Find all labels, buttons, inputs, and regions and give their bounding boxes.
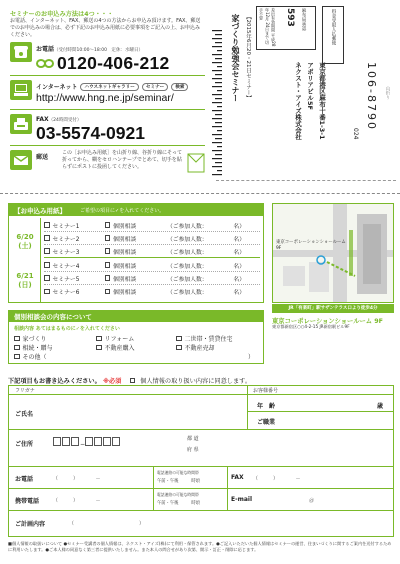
- contact-time-label-2: 電話連絡の可能な時間帯: [157, 492, 199, 497]
- privacy-footer: ■個人情報の取扱いについて ●セミナー受講者の個人情報は、ネクスト・アイズ(株)にて利用・保管されます。●ご記入いただいた個人情報はセミナーの運営、住まいづくりに関するご案内を送付するために利用いたします。●ご本人様の同意なく第三者に提供いたしません。また本人の問合せがあり次第、開示・訂正・削除に応じます。: [8, 541, 392, 552]
- consult4-label: 個別相談: [113, 263, 137, 270]
- phone-label-form: お電話: [15, 476, 34, 483]
- seminar-url[interactable]: http://www.hng.ne.jp/seminar/: [36, 92, 174, 104]
- participants2-unit: 名）: [233, 236, 245, 243]
- fax-label: FAX（24時間受付）: [36, 116, 82, 123]
- form-row-address[interactable]: [9, 429, 393, 467]
- topic-house[interactable]: 家づくり: [14, 334, 47, 343]
- mail-instructions: この［お申込み用紙］を山折り線、谷折り線にそって折ってから、糊をセロハンテープでとめて、切手を貼らずにポストに投函してください。: [62, 150, 183, 170]
- application-note: ご希望の項目に✓を入れてください。: [80, 208, 165, 214]
- consult3-label: 個別相談: [113, 249, 137, 256]
- session-row-6: [44, 285, 260, 298]
- seminar-name: 家づくり勉強会セミナー: [231, 14, 240, 102]
- participants4-unit: 名）: [233, 263, 245, 270]
- postal-suffix: 024: [352, 128, 359, 140]
- showroom-address: 東京都新宿区○○4-2-15 JR新宿駅ビル9F: [272, 324, 350, 329]
- fax-field[interactable]: （ ） －: [253, 476, 301, 482]
- seminar2-label: セミナー2: [52, 236, 80, 243]
- perforation-line: [0, 193, 400, 194]
- seminar1-checkbox[interactable]: [44, 222, 50, 228]
- consult1-label: 個別相談: [113, 223, 137, 230]
- seminar5-checkbox[interactable]: [44, 275, 50, 281]
- day1-date: 6/20: [16, 232, 34, 241]
- form-row-mobile[interactable]: [9, 489, 393, 511]
- consult5-checkbox[interactable]: [105, 275, 111, 281]
- furigana-label: フリガナ: [15, 388, 35, 394]
- email-at: ＠: [309, 498, 315, 504]
- seminar2-checkbox[interactable]: [44, 235, 50, 241]
- participants1-label[interactable]: （ご参加人数：: [167, 223, 208, 230]
- day1-weekday: (土): [18, 241, 32, 250]
- postal-code: 106-8790: [365, 62, 378, 131]
- topic-purchase[interactable]: 不動産購入: [96, 343, 135, 352]
- phone-number[interactable]: 0120-406-212: [57, 53, 170, 73]
- contact-time-label: 電話連絡の可能な時間帯: [157, 470, 199, 475]
- map-caption: JR「有楽町」駅サザンテラス口より徒歩4分: [272, 304, 394, 313]
- showroom-name: 東京コーポレーションショールーム 9F: [272, 318, 383, 325]
- topic-reform[interactable]: リフォーム: [96, 334, 134, 343]
- fax-number: 03-5574-0921: [36, 123, 145, 143]
- session-row-3: [44, 245, 260, 258]
- consult3-checkbox[interactable]: [105, 248, 111, 254]
- consultation-title: 個別相談会の内容について: [14, 313, 92, 321]
- privacy-checkbox[interactable]: [130, 378, 136, 384]
- participants3-label[interactable]: （ご参加人数：: [167, 249, 208, 256]
- day2-weekday: (日): [18, 280, 32, 289]
- name-label: ご氏名: [15, 411, 34, 418]
- contact-time-field-2[interactable]: 午前・午後 時頃: [157, 501, 200, 506]
- phone-icon: [10, 42, 32, 62]
- seminar-date: 【2015年6月20・21日セミナー】: [245, 14, 251, 101]
- plan-label: ご計画内容: [15, 521, 46, 528]
- form-heading: 下記項目もお書き込みください。 ※必須 個人情報の取り扱い内容に同意します。: [8, 378, 252, 385]
- participants5-label[interactable]: （ご参加人数：: [167, 276, 208, 283]
- customer-no-label: お客様番号: [253, 388, 279, 394]
- phone-field[interactable]: （ ） －: [53, 476, 101, 482]
- seminar4-checkbox[interactable]: [44, 262, 50, 268]
- session-row-4: [44, 259, 260, 272]
- age-unit: 歳: [377, 403, 384, 410]
- seminar5-label: セミナー5: [52, 276, 80, 283]
- validity-text: 差出有効期間 平成28年12月 24日まで 切手不要: [259, 8, 276, 47]
- pref-label-2: 府 県: [187, 447, 199, 453]
- consult1-checkbox[interactable]: [105, 222, 111, 228]
- session-row-2: [44, 232, 260, 245]
- day2-date: 6/21: [16, 271, 34, 280]
- contact-time-field[interactable]: 午前・午後 時頃: [157, 479, 200, 484]
- recipient-company: ネクスト・アイズ株式会社: [294, 62, 302, 140]
- stamp-label: 料金受取人払郵便: [331, 9, 336, 45]
- phone-label: お電話（受付時間10:00～18:00 定休：水曜日）: [36, 46, 143, 53]
- participants1-unit: 名）: [233, 223, 245, 230]
- pref-label-1: 都 道: [187, 436, 199, 442]
- barcode: [212, 30, 222, 180]
- consult6-checkbox[interactable]: [105, 289, 111, 295]
- fold-line: [216, 180, 396, 181]
- search-pill-gallery: ハウスネットギャラリー: [80, 83, 138, 91]
- plan-field[interactable]: （ ）: [69, 521, 145, 527]
- email-label: E-mail: [231, 496, 253, 503]
- consult4-checkbox[interactable]: [105, 262, 111, 268]
- job-label: ご職業: [257, 419, 276, 426]
- methods-intro: お電話、インターネット、FAX、郵送の4つの方法からお申込み頂けます。FAX、郵送でのお申込みの場合は、必ず下記のお申込み用紙に必要事項をご記入の上、お申込みください。: [10, 18, 201, 38]
- topic-other[interactable]: その他（ ）: [14, 352, 254, 361]
- search-pill-seminar: セミナー: [142, 83, 168, 91]
- privacy-label: 個人情報の取り扱い内容に同意します。: [140, 378, 252, 385]
- freedial-icon: [36, 58, 54, 69]
- consult2-label: 個別相談: [113, 236, 137, 243]
- participants6-unit: 名）: [233, 290, 245, 296]
- consultation-note: 相談内容 あてはまるものに✓を入れてください: [14, 326, 120, 332]
- consult2-checkbox[interactable]: [105, 235, 111, 241]
- seminar6-label: セミナー6: [52, 290, 80, 296]
- topic-sale[interactable]: 不動産売却: [176, 343, 215, 352]
- date-divider: [40, 218, 41, 302]
- session-row-5: [44, 272, 260, 285]
- participants3-unit: 名）: [233, 249, 245, 256]
- map-showroom-label: 東京コーポレーションショールーム 9F: [276, 240, 346, 251]
- mail-icon: [10, 150, 32, 170]
- fold-label: 山折り: [385, 86, 390, 100]
- participants5-unit: 名）: [233, 276, 245, 283]
- topic-inheritance[interactable]: 相続・贈与: [14, 343, 53, 352]
- mail-label: 郵送: [36, 154, 49, 161]
- topic-two-gen[interactable]: 二世帯・賃貸住宅: [176, 334, 233, 343]
- customer-form: [8, 385, 394, 537]
- participants4-label[interactable]: （ご参加人数：: [167, 263, 208, 270]
- mobile-field[interactable]: （ ） －: [53, 498, 101, 504]
- seminar3-label: セミナー3: [52, 249, 80, 256]
- computer-icon: [10, 80, 32, 100]
- methods-title: セミナーのお申込み方法は4つ・・・: [10, 11, 114, 18]
- form-row-furigana: [9, 386, 393, 395]
- mobile-label: 携帯電話: [15, 498, 40, 505]
- participants6-label[interactable]: （ご参加人数：: [167, 290, 208, 296]
- seminar3-checkbox[interactable]: [44, 248, 50, 254]
- fax-icon: [10, 114, 32, 134]
- consult5-label: 個別相談: [113, 276, 137, 283]
- seminar4-label: セミナー4: [52, 263, 80, 270]
- age-label: 年 齢: [257, 403, 276, 410]
- consult6-label: 個別相談: [113, 290, 137, 296]
- application-title: 【お申込み用紙】: [14, 207, 66, 215]
- job-field[interactable]: [247, 412, 393, 429]
- envelope-illustration: [186, 150, 206, 174]
- zip-boxes[interactable]: −: [53, 437, 121, 448]
- age-field[interactable]: [247, 395, 393, 412]
- fax-label-form: FAX: [231, 474, 244, 481]
- access-map: [272, 203, 394, 303]
- form-row-phone[interactable]: [9, 467, 393, 489]
- address-label: ご住所: [15, 441, 34, 448]
- recipient-address: 東京都港区麻布十番1-3-1: [318, 62, 326, 140]
- seminar1-label: セミナー1: [52, 223, 80, 230]
- search-button[interactable]: 検索: [171, 83, 188, 91]
- seminar6-checkbox[interactable]: [44, 289, 50, 295]
- form-row-plan[interactable]: [9, 511, 393, 536]
- session-row-1: [44, 219, 260, 232]
- recipient-building: アポリアビル5F: [306, 62, 314, 110]
- internet-label: インターネット: [36, 84, 78, 91]
- post-office: 麻布局承認: [301, 8, 306, 31]
- permit-number: 593: [285, 8, 295, 27]
- participants2-label[interactable]: （ご参加人数：: [167, 236, 208, 243]
